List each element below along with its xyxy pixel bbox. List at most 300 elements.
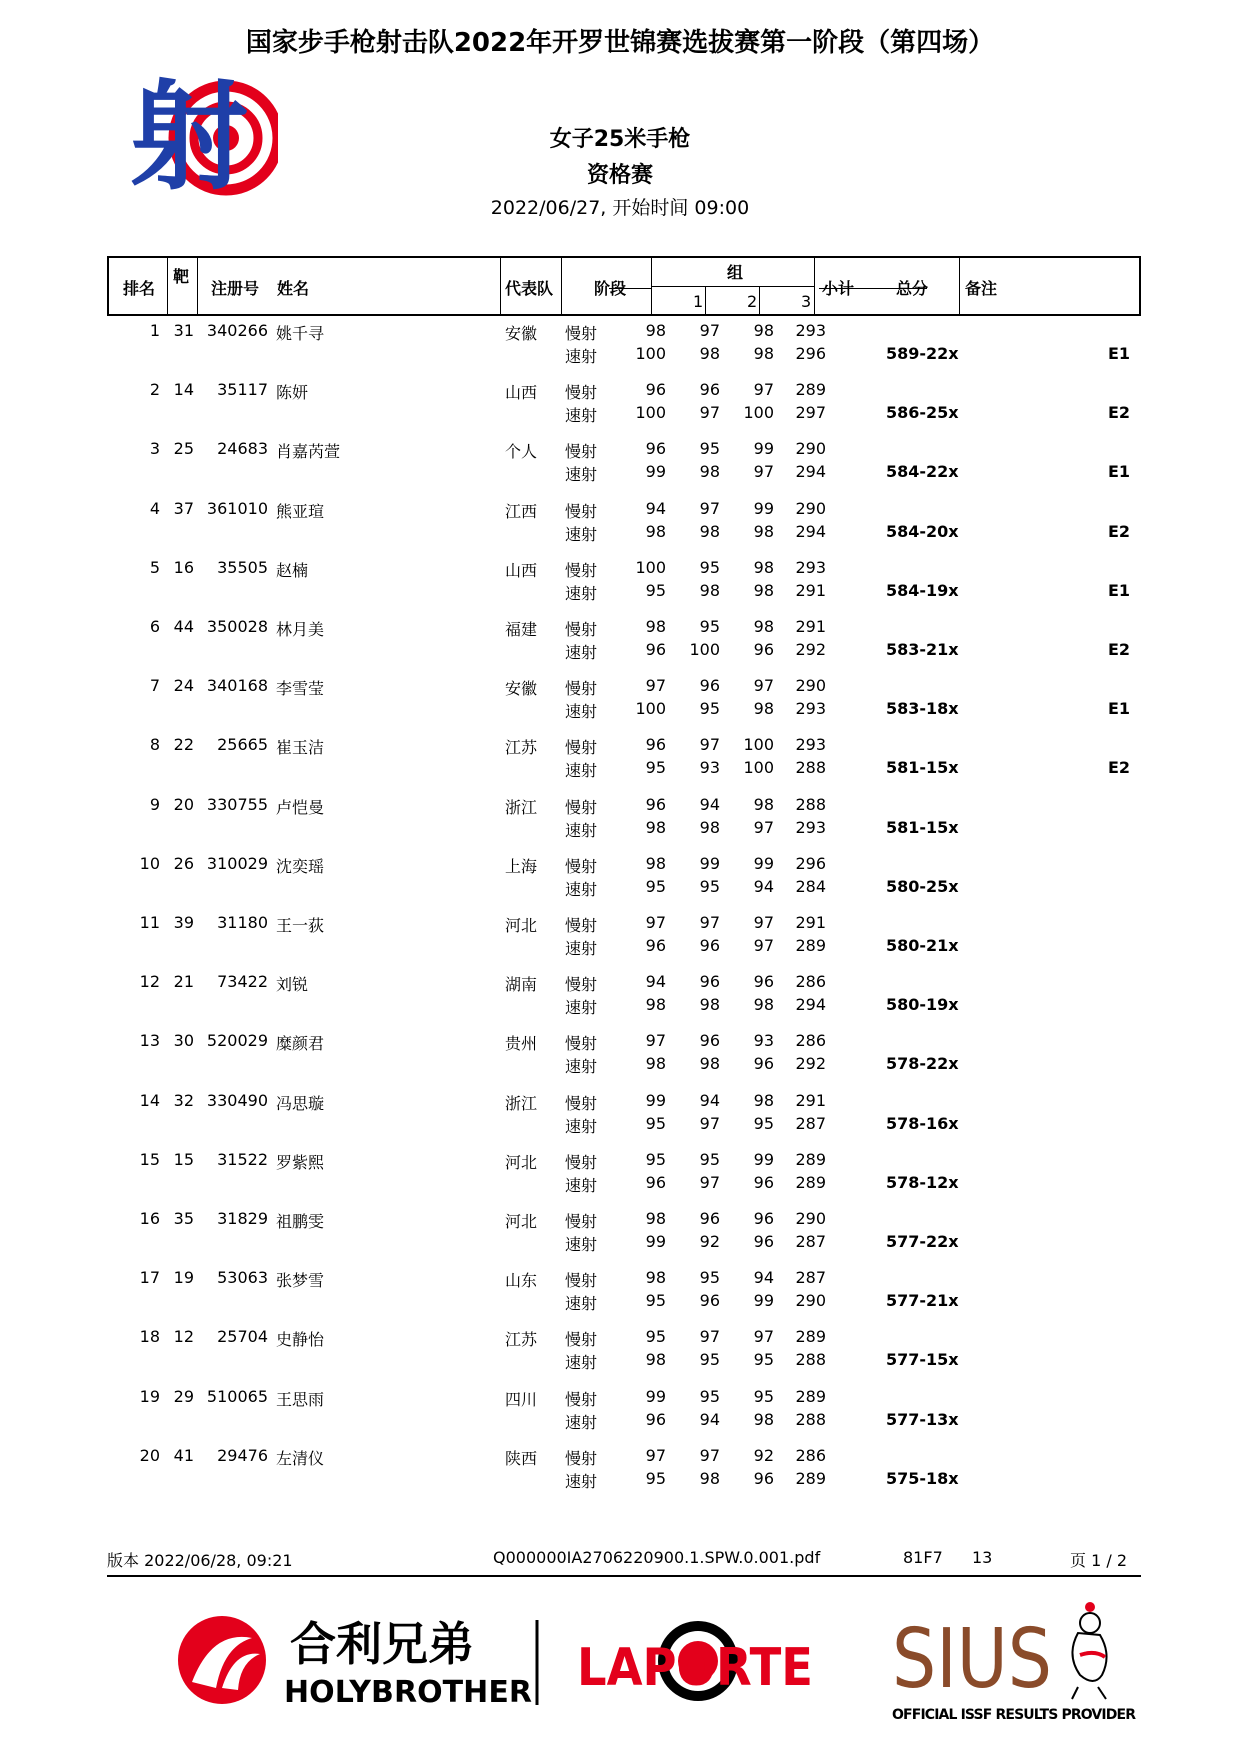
team-cell: 湖南	[505, 975, 538, 995]
precision-g2-cell: 96	[699, 972, 720, 992]
rapid-g3-cell: 95	[753, 1350, 774, 1370]
table-row	[0, 735, 1240, 794]
team-cell: 陕西	[505, 1448, 538, 1468]
precision-g2-cell: 96	[699, 1209, 720, 1228]
total-cell: 580-19x	[886, 995, 959, 1015]
team-cell: 江苏	[505, 738, 538, 758]
phase-rapid-cell: 速射	[565, 820, 598, 840]
precision-g3-cell: 96	[753, 1209, 774, 1228]
rapid-g3-cell: 98	[753, 344, 774, 363]
rank-cell: 11	[139, 913, 160, 932]
target-cell: 15	[173, 1149, 194, 1169]
precision-g3-cell: 97	[753, 1327, 774, 1347]
precision-g3-cell: 97	[753, 380, 774, 400]
reg-cell: 25665	[217, 735, 268, 755]
name-cell: 糜颜君	[276, 1034, 325, 1054]
target-cell: 32	[173, 1090, 194, 1110]
target-cell: 24	[173, 676, 194, 696]
target-cell: 29	[173, 1386, 194, 1406]
rapid-g3-cell: 98	[753, 580, 774, 600]
rank-cell: 17	[139, 1268, 160, 1288]
precision-g1-cell: 97	[645, 676, 666, 696]
rapid-g2-cell: 98	[699, 521, 720, 541]
rapid-subtotal-cell: 293	[795, 699, 826, 719]
rapid-g3-cell: 98	[753, 1409, 774, 1429]
name-cell: 林月美	[276, 620, 325, 639]
precision-g3-cell: 95	[753, 1386, 774, 1406]
rapid-subtotal-cell: 292	[795, 640, 826, 659]
rapid-g3-cell: 96	[753, 1468, 774, 1488]
precision-g2-cell: 94	[699, 1090, 720, 1110]
rapid-g1-cell: 98	[645, 817, 666, 837]
rapid-g3-cell: 96	[753, 1232, 774, 1251]
table-row	[0, 617, 1240, 676]
target-cell: 26	[173, 853, 194, 873]
sius-logo	[890, 1595, 1140, 1725]
name-cell: 刘锐	[276, 975, 309, 995]
precision-subtotal-cell: 286	[795, 972, 826, 992]
total-cell: 580-25x	[886, 876, 959, 896]
team-cell: 个人	[505, 442, 538, 462]
reg-cell: 73422	[217, 972, 268, 992]
precision-g3-cell: 97	[753, 913, 774, 932]
header-target: 靶	[173, 267, 190, 286]
name-cell: 史静怡	[276, 1330, 325, 1350]
table-row	[0, 558, 1240, 617]
precision-subtotal-cell: 291	[795, 1090, 826, 1110]
precision-g1-cell: 97	[645, 913, 666, 932]
phase-precision-cell: 慢射	[565, 975, 598, 995]
reg-cell: 310029	[206, 853, 268, 873]
rank-cell: 8	[149, 735, 160, 755]
team-cell: 河北	[505, 1212, 538, 1231]
rapid-subtotal-cell: 294	[795, 462, 826, 482]
rapid-g2-cell: 95	[699, 1350, 720, 1370]
remark-cell: E1	[1107, 344, 1130, 363]
rapid-g1-cell: 98	[645, 521, 666, 541]
precision-g1-cell: 99	[645, 1386, 666, 1406]
rapid-g1-cell: 95	[645, 758, 666, 778]
name-cell: 熊亚瑄	[276, 501, 325, 521]
precision-subtotal-cell: 288	[795, 794, 826, 814]
table-row	[0, 1091, 1240, 1150]
rank-cell: 12	[139, 972, 160, 992]
precision-g1-cell: 99	[645, 1090, 666, 1110]
precision-g1-cell: 98	[645, 321, 666, 340]
laporte-logo	[575, 1605, 815, 1710]
rapid-g2-cell: 98	[699, 1054, 720, 1074]
phase-precision-cell: 慢射	[565, 1034, 598, 1054]
holybrother-cn-text: 合利兄弟	[290, 1617, 474, 1671]
phase-rapid-cell: 速射	[565, 524, 598, 544]
table-row	[0, 1446, 1240, 1505]
holybrother-logo	[172, 1610, 542, 1710]
laporte-text: LAPORTE	[577, 1638, 813, 1698]
rapid-g3-cell: 97	[753, 936, 774, 955]
precision-g3-cell: 98	[753, 617, 774, 636]
rapid-subtotal-cell: 294	[795, 995, 826, 1015]
rapid-g2-cell: 97	[699, 1172, 720, 1192]
target-cell: 31	[173, 321, 194, 340]
team-cell: 河北	[505, 1152, 538, 1172]
rank-cell: 5	[149, 557, 160, 577]
reg-cell: 31522	[217, 1149, 268, 1169]
table-row	[0, 972, 1240, 1031]
precision-subtotal-cell: 291	[795, 913, 826, 932]
stage-title: 资格赛	[586, 163, 653, 188]
name-cell: 卢恺曼	[276, 797, 325, 817]
rapid-g2-cell: 98	[699, 580, 720, 600]
rapid-g1-cell: 98	[645, 995, 666, 1015]
rank-cell: 2	[149, 380, 160, 400]
precision-subtotal-cell: 290	[795, 439, 826, 459]
name-cell: 冯思璇	[276, 1093, 325, 1113]
phase-rapid-cell: 速射	[565, 1412, 598, 1432]
reg-cell: 340168	[206, 676, 268, 696]
phase-rapid-cell: 速射	[565, 643, 598, 662]
table-row	[0, 676, 1240, 735]
total-cell: 584-20x	[886, 521, 959, 541]
name-cell: 沈奕瑶	[276, 856, 325, 876]
target-cell: 20	[173, 794, 194, 814]
rapid-g3-cell: 99	[753, 1291, 774, 1311]
rapid-g2-cell: 94	[699, 1409, 720, 1429]
team-cell: 山西	[505, 383, 538, 403]
precision-g1-cell: 97	[645, 1031, 666, 1051]
precision-g2-cell: 97	[699, 1445, 720, 1465]
rapid-g3-cell: 97	[753, 462, 774, 482]
precision-g1-cell: 98	[645, 617, 666, 636]
precision-g3-cell: 99	[753, 439, 774, 459]
table-row	[0, 1268, 1240, 1327]
target-cell: 19	[173, 1268, 194, 1288]
reg-cell: 25704	[217, 1327, 268, 1347]
rapid-g1-cell: 96	[645, 1409, 666, 1429]
rapid-g1-cell: 96	[645, 936, 666, 955]
precision-g3-cell: 93	[753, 1031, 774, 1051]
table-row	[0, 795, 1240, 854]
name-cell: 姚千寻	[276, 324, 325, 343]
rapid-g1-cell: 96	[645, 1172, 666, 1192]
phase-rapid-cell: 速射	[565, 406, 598, 426]
event-title: 女子25米手枪	[549, 127, 691, 152]
mascot-icon	[1072, 1602, 1107, 1699]
rank-cell: 14	[139, 1090, 160, 1110]
name-cell: 罗紫熙	[276, 1152, 325, 1172]
precision-g3-cell: 98	[753, 1090, 774, 1110]
rank-cell: 6	[149, 617, 160, 636]
team-cell: 山东	[505, 1271, 538, 1291]
table-row	[0, 321, 1240, 380]
name-cell: 陈妍	[276, 383, 309, 403]
precision-g1-cell: 94	[645, 972, 666, 992]
rapid-subtotal-cell: 290	[795, 1291, 826, 1311]
rapid-subtotal-cell: 291	[795, 580, 826, 600]
precision-g1-cell: 95	[645, 1327, 666, 1347]
table-row	[0, 913, 1240, 972]
total-cell: 589-22x	[886, 344, 959, 363]
phase-precision-cell: 慢射	[565, 1389, 598, 1409]
team-cell: 安徽	[505, 324, 538, 343]
total-cell: 580-21x	[886, 936, 959, 955]
rapid-subtotal-cell: 293	[795, 817, 826, 837]
phase-precision-cell: 慢射	[565, 1212, 598, 1231]
precision-g2-cell: 95	[699, 1386, 720, 1406]
header-group: 组	[727, 263, 744, 282]
phase-precision-cell: 慢射	[565, 501, 598, 521]
rank-cell: 19	[139, 1386, 160, 1406]
remark-cell: E1	[1107, 580, 1130, 600]
rapid-subtotal-cell: 288	[795, 1350, 826, 1370]
precision-subtotal-cell: 290	[795, 498, 826, 518]
team-cell: 上海	[505, 856, 538, 876]
page-number: 页 1 / 2	[1070, 1551, 1128, 1570]
rapid-g2-cell: 100	[689, 640, 720, 659]
header-total: 总分	[896, 279, 929, 298]
rapid-g2-cell: 96	[699, 1291, 720, 1311]
remark-cell: E2	[1107, 758, 1130, 778]
rapid-g2-cell: 98	[699, 817, 720, 837]
rapid-g3-cell: 95	[753, 1113, 774, 1133]
rapid-g1-cell: 95	[645, 1113, 666, 1133]
precision-g1-cell: 100	[635, 557, 666, 577]
reg-cell: 340266	[206, 321, 268, 340]
footer-code: 81F7	[903, 1548, 943, 1567]
phase-precision-cell: 慢射	[565, 1271, 598, 1291]
precision-g2-cell: 96	[699, 676, 720, 696]
total-cell: 577-13x	[886, 1409, 959, 1429]
table-row	[0, 380, 1240, 439]
rapid-g2-cell: 98	[699, 344, 720, 363]
precision-g1-cell: 98	[645, 1268, 666, 1288]
rapid-subtotal-cell: 284	[795, 876, 826, 896]
reg-cell: 361010	[206, 498, 268, 518]
precision-subtotal-cell: 293	[795, 735, 826, 755]
rank-cell: 13	[139, 1031, 160, 1051]
target-cell: 30	[173, 1031, 194, 1051]
table-header	[107, 256, 1141, 316]
precision-g2-cell: 95	[699, 557, 720, 577]
team-cell: 河北	[505, 916, 538, 935]
phase-precision-cell: 慢射	[565, 1152, 598, 1172]
rapid-g2-cell: 96	[699, 936, 720, 955]
rapid-g2-cell: 98	[699, 995, 720, 1015]
remark-cell: E2	[1107, 640, 1130, 659]
rapid-g3-cell: 100	[743, 403, 774, 423]
phase-precision-cell: 慢射	[565, 916, 598, 935]
name-cell: 王思雨	[276, 1389, 325, 1409]
rapid-subtotal-cell: 297	[795, 403, 826, 423]
phase-rapid-cell: 速射	[565, 465, 598, 485]
precision-g2-cell: 97	[699, 1327, 720, 1347]
precision-g3-cell: 94	[753, 1268, 774, 1288]
rapid-g3-cell: 100	[743, 758, 774, 778]
name-cell: 赵楠	[276, 560, 309, 580]
rank-cell: 10	[139, 853, 160, 873]
precision-subtotal-cell: 289	[795, 1386, 826, 1406]
rapid-g3-cell: 96	[753, 640, 774, 659]
reg-cell: 24683	[217, 439, 268, 459]
total-cell: 577-15x	[886, 1350, 959, 1370]
precision-g3-cell: 97	[753, 676, 774, 696]
rapid-g3-cell: 94	[753, 876, 774, 896]
phase-rapid-cell: 速射	[565, 347, 598, 366]
rank-cell: 15	[139, 1149, 160, 1169]
header-remarks: 备注	[965, 279, 998, 298]
rank-cell: 3	[149, 439, 160, 459]
target-cell: 16	[173, 557, 194, 577]
phase-precision-cell: 慢射	[565, 1330, 598, 1350]
rapid-subtotal-cell: 292	[795, 1054, 826, 1074]
rapid-g1-cell: 98	[645, 1350, 666, 1370]
rapid-subtotal-cell: 289	[795, 1468, 826, 1488]
reg-cell: 520029	[206, 1031, 268, 1051]
phase-precision-cell: 慢射	[565, 1448, 598, 1468]
table-row	[0, 1209, 1240, 1268]
precision-g2-cell: 97	[699, 735, 720, 755]
precision-g3-cell: 100	[743, 735, 774, 755]
table-row	[0, 1031, 1240, 1090]
precision-g2-cell: 97	[699, 913, 720, 932]
precision-subtotal-cell: 287	[795, 1268, 826, 1288]
phase-precision-cell: 慢射	[565, 442, 598, 462]
rapid-g2-cell: 97	[699, 1113, 720, 1133]
precision-subtotal-cell: 286	[795, 1031, 826, 1051]
phase-rapid-cell: 速射	[565, 1116, 598, 1136]
rapid-g2-cell: 93	[699, 758, 720, 778]
rapid-g1-cell: 96	[645, 640, 666, 659]
precision-g2-cell: 95	[699, 439, 720, 459]
header-phase: 阶段	[594, 279, 627, 298]
phase-precision-cell: 慢射	[565, 324, 598, 343]
table-row	[0, 439, 1240, 498]
precision-g2-cell: 96	[699, 1031, 720, 1051]
remark-cell: E1	[1107, 462, 1130, 482]
footer-number: 13	[972, 1548, 993, 1567]
phase-rapid-cell: 速射	[565, 939, 598, 958]
target-cell: 44	[173, 617, 194, 636]
total-cell: 578-16x	[886, 1113, 959, 1133]
version-text: 版本 2022/06/28, 09:21	[107, 1551, 293, 1570]
name-cell: 肖嘉芮萱	[276, 442, 341, 462]
total-cell: 584-22x	[886, 462, 959, 482]
phase-rapid-cell: 速射	[565, 761, 598, 781]
precision-g3-cell: 99	[753, 1149, 774, 1169]
team-cell: 贵州	[505, 1034, 538, 1054]
rapid-g1-cell: 100	[635, 699, 666, 719]
precision-subtotal-cell: 290	[795, 1209, 826, 1228]
team-cell: 浙江	[505, 1093, 538, 1113]
precision-g2-cell: 95	[699, 1149, 720, 1169]
precision-g2-cell: 95	[699, 617, 720, 636]
rapid-g2-cell: 97	[699, 403, 720, 423]
remark-cell: E2	[1107, 403, 1130, 423]
name-cell: 左清仪	[276, 1448, 325, 1468]
precision-subtotal-cell: 286	[795, 1445, 826, 1465]
rapid-g3-cell: 98	[753, 995, 774, 1015]
reg-cell: 31829	[217, 1209, 268, 1228]
rapid-g1-cell: 95	[645, 1291, 666, 1311]
rapid-subtotal-cell: 288	[795, 758, 826, 778]
team-cell: 浙江	[505, 797, 538, 817]
team-cell: 福建	[505, 620, 538, 639]
precision-subtotal-cell: 293	[795, 321, 826, 340]
target-cell: 22	[173, 735, 194, 755]
date-line: 2022/06/27, 开始时间 09:00	[490, 197, 750, 219]
team-cell: 江苏	[505, 1330, 538, 1350]
phase-precision-cell: 慢射	[565, 738, 598, 758]
table-row	[0, 1387, 1240, 1446]
phase-rapid-cell: 速射	[565, 1175, 598, 1195]
precision-g3-cell: 92	[753, 1445, 774, 1465]
rapid-subtotal-cell: 289	[795, 1172, 826, 1192]
precision-g1-cell: 98	[645, 853, 666, 873]
rapid-g2-cell: 95	[699, 699, 720, 719]
reg-cell: 350028	[206, 617, 268, 636]
sius-tagline: OFFICIAL ISSF RESULTS PROVIDER	[892, 1707, 1136, 1723]
phase-rapid-cell: 速射	[565, 1057, 598, 1077]
rapid-g2-cell: 98	[699, 462, 720, 482]
rapid-subtotal-cell: 287	[795, 1113, 826, 1133]
precision-g3-cell: 98	[753, 321, 774, 340]
rapid-g1-cell: 95	[645, 1468, 666, 1488]
reg-cell: 330755	[206, 794, 268, 814]
precision-subtotal-cell: 291	[795, 617, 826, 636]
target-cell: 25	[173, 439, 194, 459]
precision-g2-cell: 94	[699, 794, 720, 814]
precision-g3-cell: 96	[753, 972, 774, 992]
precision-subtotal-cell: 293	[795, 557, 826, 577]
rapid-g1-cell: 95	[645, 580, 666, 600]
phase-precision-cell: 慢射	[565, 560, 598, 580]
precision-g2-cell: 96	[699, 380, 720, 400]
precision-g3-cell: 98	[753, 794, 774, 814]
target-cell: 41	[173, 1445, 194, 1465]
rapid-g3-cell: 96	[753, 1172, 774, 1192]
precision-g2-cell: 99	[699, 853, 720, 873]
table-row	[0, 854, 1240, 913]
phase-precision-cell: 慢射	[565, 1093, 598, 1113]
file-name: Q000000IA2706220900.1.SPW.0.001.pdf	[493, 1548, 821, 1567]
reg-cell: 330490	[206, 1090, 268, 1110]
name-cell: 王一荻	[276, 916, 325, 935]
precision-subtotal-cell: 290	[795, 676, 826, 696]
rapid-g1-cell: 98	[645, 1054, 666, 1074]
phase-rapid-cell: 速射	[565, 702, 598, 722]
name-cell: 张梦雪	[276, 1271, 325, 1291]
rank-cell: 7	[149, 676, 160, 696]
phase-precision-cell: 慢射	[565, 383, 598, 403]
phase-rapid-cell: 速射	[565, 1353, 598, 1373]
header-group-3: 3	[801, 292, 812, 311]
rapid-g2-cell: 95	[699, 876, 720, 896]
target-cell: 35	[173, 1209, 194, 1228]
total-cell: 581-15x	[886, 817, 959, 837]
phase-precision-cell: 慢射	[565, 797, 598, 817]
precision-g1-cell: 98	[645, 1209, 666, 1228]
precision-g1-cell: 96	[645, 735, 666, 755]
rapid-g3-cell: 97	[753, 817, 774, 837]
precision-g1-cell: 94	[645, 498, 666, 518]
precision-g1-cell: 96	[645, 439, 666, 459]
total-cell: 584-19x	[886, 580, 959, 600]
header-name: 姓名	[277, 279, 310, 298]
precision-subtotal-cell: 289	[795, 1149, 826, 1169]
logo-glyph: 射	[130, 68, 249, 206]
precision-subtotal-cell: 289	[795, 1327, 826, 1347]
target-cell: 21	[173, 972, 194, 992]
precision-g3-cell: 98	[753, 557, 774, 577]
